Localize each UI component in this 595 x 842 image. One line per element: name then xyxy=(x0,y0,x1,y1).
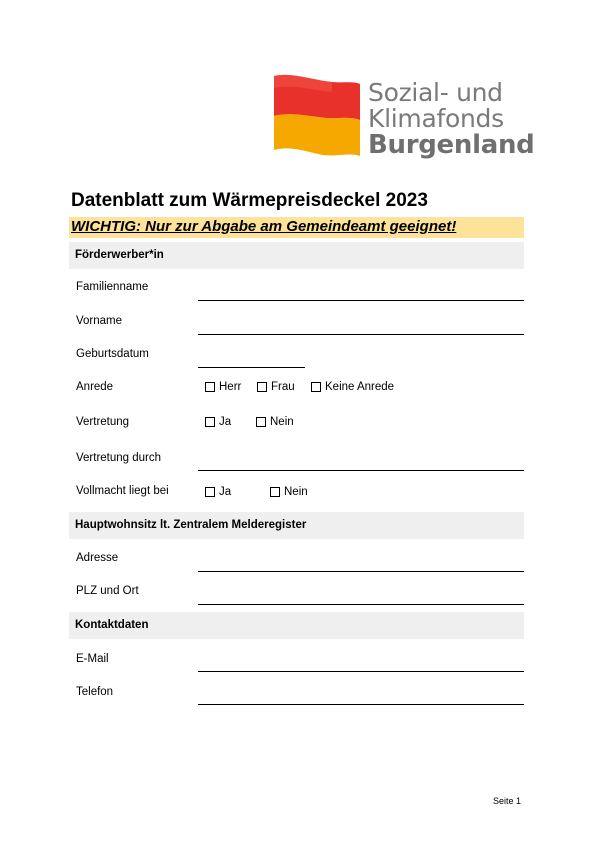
represented-by-field[interactable] xyxy=(198,470,524,471)
checkbox-icon[interactable] xyxy=(311,382,321,392)
page-title: Datenblatt zum Wärmepreisdeckel 2023 xyxy=(71,190,428,211)
section-heading-contact: Kontaktdaten xyxy=(75,619,149,631)
checkbox-icon[interactable] xyxy=(270,487,280,497)
option-label: Ja xyxy=(219,416,232,428)
firstname-field[interactable] xyxy=(198,334,524,335)
salutation-label: Anrede xyxy=(76,381,114,393)
email-label: E-Mail xyxy=(76,653,109,665)
checkbox-icon[interactable] xyxy=(205,487,215,497)
power-of-attorney-option-ja[interactable] xyxy=(205,486,231,498)
option-label: Herr xyxy=(219,381,242,393)
checkbox-icon[interactable] xyxy=(257,382,267,392)
power-of-attorney-option-nein[interactable] xyxy=(270,486,308,498)
surname-field[interactable] xyxy=(198,300,524,301)
representation-label: Vertretung xyxy=(76,416,130,428)
logo-line-1: Sozial- und xyxy=(368,78,503,107)
option-label: Keine Anrede xyxy=(325,381,395,393)
salutation-option-keine[interactable] xyxy=(311,381,394,393)
birthdate-label: Geburtsdatum xyxy=(76,348,149,360)
salutation-option-herr[interactable] xyxy=(205,381,241,393)
phone-label: Telefon xyxy=(76,686,114,698)
zip-city-field[interactable] xyxy=(198,604,524,605)
salutation-option-frau[interactable] xyxy=(257,381,295,393)
checkbox-icon[interactable] xyxy=(205,417,215,427)
option-label: Nein xyxy=(270,416,294,428)
zip-city-label: PLZ und Ort xyxy=(76,585,139,597)
option-label: Nein xyxy=(284,486,308,498)
section-heading-applicant: Förderwerber*in xyxy=(75,249,164,261)
page-number: Seite 1 xyxy=(493,796,522,806)
address-field[interactable] xyxy=(198,571,524,572)
representation-option-nein[interactable] xyxy=(256,416,294,428)
address-label: Adresse xyxy=(76,552,119,564)
section-heading-residence: Hauptwohnsitz lt. Zentralem Melderegister xyxy=(75,519,307,531)
represented-by-label: Vertretung durch xyxy=(76,452,162,464)
logo-line-3: Burgenland xyxy=(368,130,535,160)
phone-field[interactable] xyxy=(198,704,524,705)
surname-label: Familienname xyxy=(76,281,149,293)
birthdate-field[interactable] xyxy=(198,367,305,368)
firstname-label: Vorname xyxy=(76,315,123,327)
power-of-attorney-label: Vollmacht liegt bei xyxy=(76,485,169,497)
option-label: Frau xyxy=(271,381,295,393)
notice-text: WICHTIG: Nur zur Abgabe am Gemeindeamt geeignet! xyxy=(71,218,457,235)
representation-option-ja[interactable] xyxy=(205,416,231,428)
logo-line-2: Klimafonds xyxy=(368,104,504,133)
email-field[interactable] xyxy=(198,671,524,672)
checkbox-icon[interactable] xyxy=(205,382,215,392)
option-label: Ja xyxy=(219,486,232,498)
checkbox-icon[interactable] xyxy=(256,417,266,427)
logo-flag-icon xyxy=(272,72,362,160)
logo-wordmark xyxy=(368,80,534,158)
